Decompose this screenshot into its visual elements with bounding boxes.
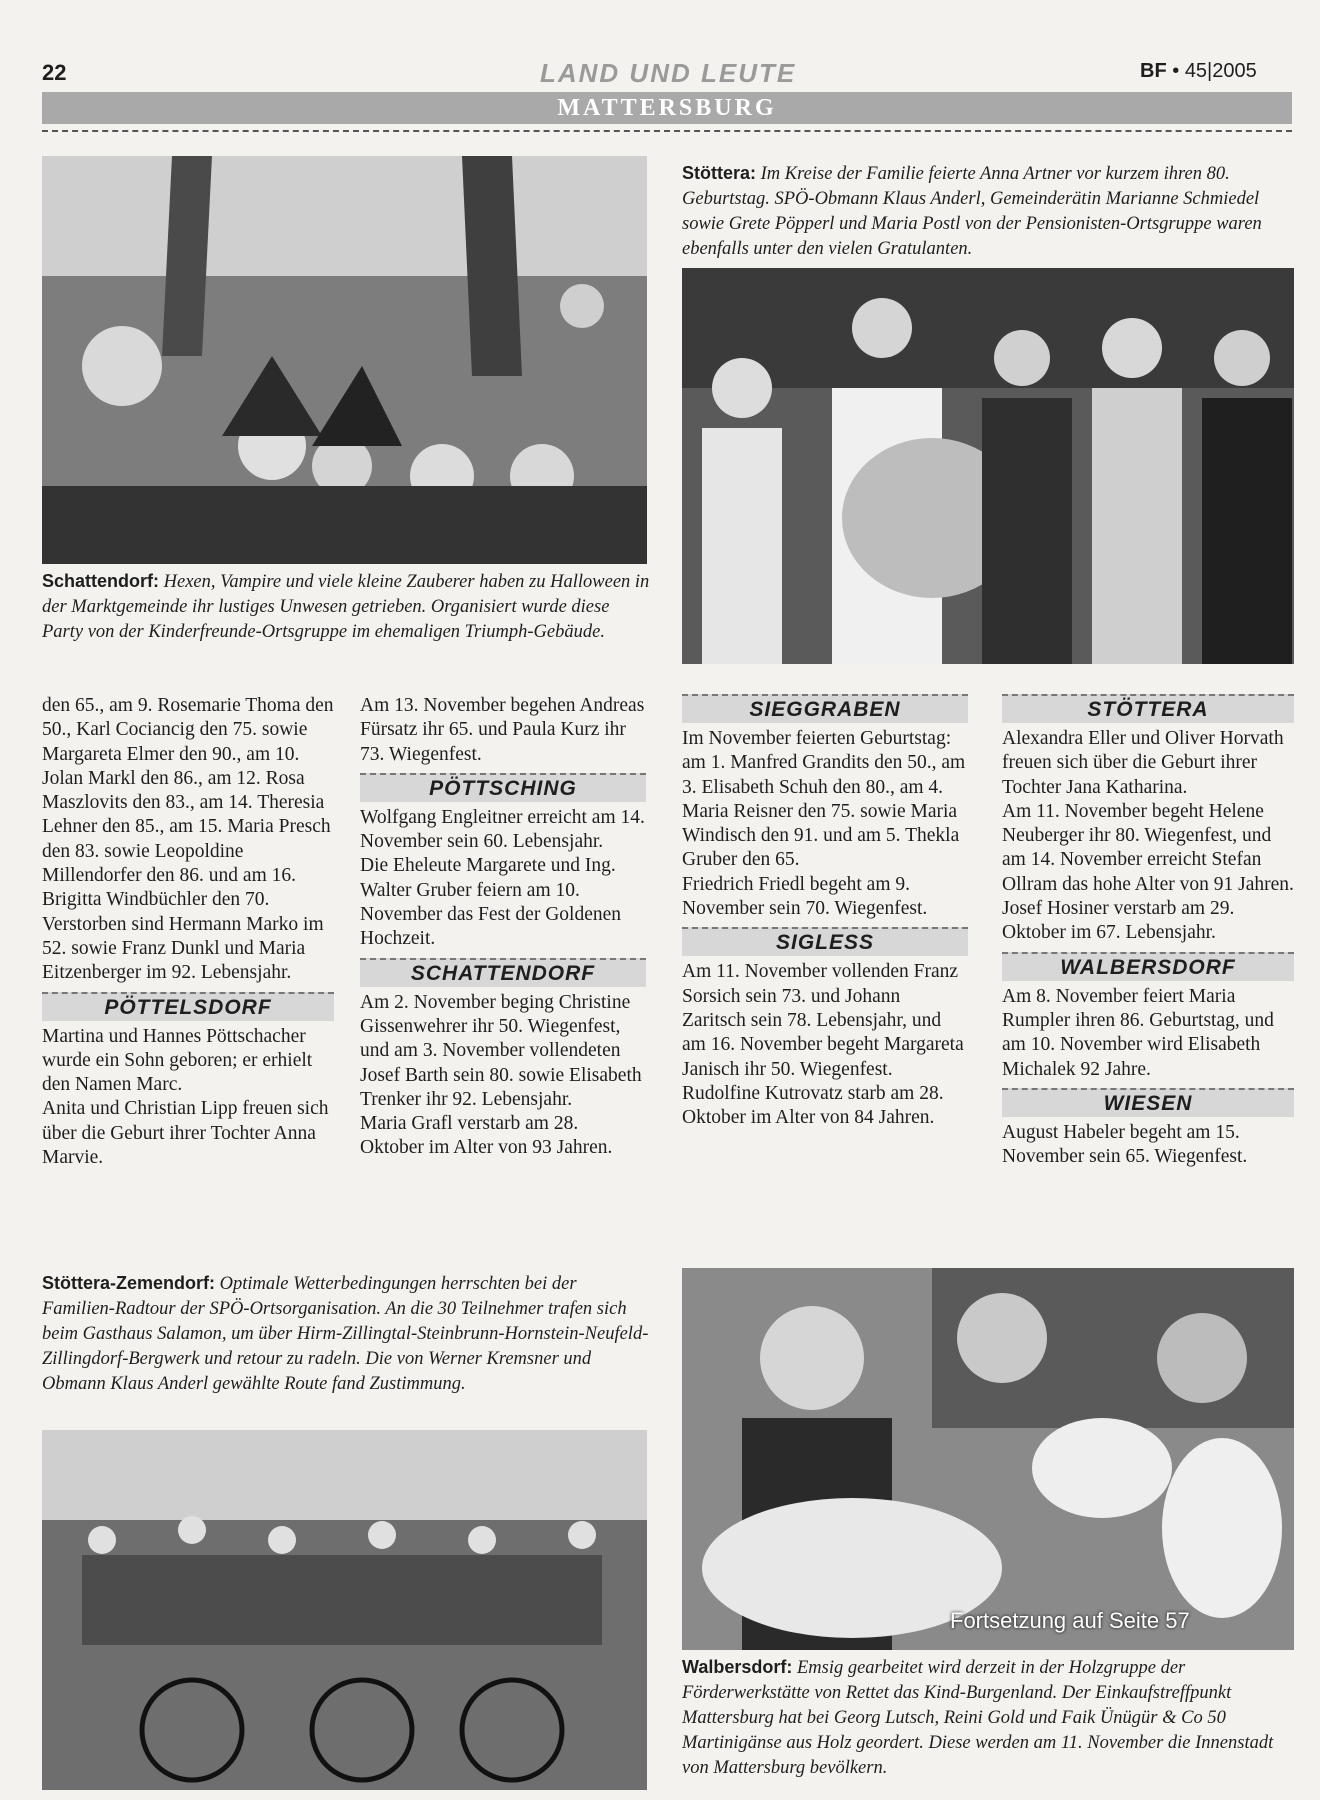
- brand-label: BF: [1140, 60, 1167, 82]
- col1-para-2: Verstorben sind Hermann Marko im 52. sowie Franz Dunkl und Maria Eitzenberger im 92. Lebensjahr.: [42, 913, 324, 984]
- radtour-image: [42, 1430, 647, 1790]
- caption-text: Hexen, Vampire und viele kleine Zauberer haben zu Halloween in der Marktgemeinde ihr lustiges Unwesen getrieben. Organisiert wurde diese Party von der Kinderfreunde-Ortsgruppe im ehemaligen Triumph-Gebäude.: [42, 572, 650, 642]
- header-divider: [42, 130, 1292, 132]
- halloween-caption: [42, 570, 650, 645]
- continuation-note: Fortsetzung auf Seite 57: [950, 1608, 1190, 1633]
- heading-walbersdorf: WALBERSDORF: [1002, 952, 1294, 981]
- birthday-caption: [682, 162, 1294, 262]
- column-1: [42, 694, 334, 1170]
- halloween-photo: [42, 156, 647, 564]
- column-2: [360, 694, 646, 1161]
- heading-sigless: SIGLESS: [682, 927, 968, 956]
- issue-info: [1140, 60, 1257, 83]
- col2-para-3: Die Eheleute Margarete und Ing. Walter Gruber feiern am 10. November das Fest der Goldenen Hochzeit.: [360, 855, 622, 950]
- col4-para-2: Am 11. November begeht Helene Neuberger ihr 80. Wiegenfest, und am 14. November erreicht Stefan Ollram das hohe Alter von 91 Jahren.: [1002, 800, 1294, 895]
- col4-para-5: August Habeler begeht am 15. November sein 65. Wiegenfest.: [1002, 1121, 1248, 1168]
- caption-text: Optimale Wetterbedingungen herrschten bei der Familien-Radtour der SPÖ-Ortsorganisation. An die 30 Teilnehmer trafen sich beim Gasthaus Salamon, um über Hirm-Zillingtal-Steinbrunn-Hornstein-Neufeld-Zillingdorf-Bergwerk und retour zu radeln. Die von Werner Kremsner und Obmann Klaus Anderl gewählte Route fand Zustimmung.: [42, 1274, 649, 1394]
- region-band: [42, 92, 1292, 124]
- caption-text: Emsig gearbeitet wird derzeit in der Holzgruppe der Förderwerkstätte von Rettet das Kind-Burgenland. Der Einkaufstreffpunkt Mattersburg hat bei Georg Lutsch, Reini Gold und Faik Ünügür & Co 50 Martinigänse aus Holz geordert. Diese werden am 11. November die Innenstadt von Mattersburg bevölkern.: [682, 1658, 1274, 1778]
- column-4: [1002, 694, 1294, 1169]
- radtour-caption: [42, 1272, 654, 1397]
- holzgruppe-photo: [682, 1268, 1294, 1650]
- holzgruppe-image: [682, 1268, 1294, 1650]
- col3-para-4: Rudolfine Kutrovatz starb am 28. Oktober im Alter von 84 Jahren.: [682, 1082, 944, 1129]
- holzgruppe-caption: [682, 1656, 1294, 1781]
- col1-para-3: Martina und Hannes Pöttschacher wurde ein Sohn geboren; er erhielt den Namen Marc.: [42, 1025, 313, 1096]
- caption-place: Walbersdorf:: [682, 1657, 793, 1677]
- heading-stoettera: STÖTTERA: [1002, 694, 1294, 723]
- col2-para-5: Maria Grafl verstarb am 28. Oktober im Alter von 93 Jahren.: [360, 1113, 613, 1159]
- col1-para-4: Anita und Christian Lipp freuen sich über die Geburt ihrer Tochter Anna Marvie.: [42, 1098, 329, 1169]
- heading-schattendorf: SCHATTENDORF: [360, 958, 646, 987]
- caption-text: Im Kreise der Familie feierte Anna Artner vor kurzem ihren 80. Geburtstag. SPÖ-Obmann Klaus Anderl, Gemeinderätin Marianne Schmiedel sowie Grete Pöpperl und Maria Postl von der Pensionisten-Ortsgruppe waren ebenfalls unter den vielen Gratulanten.: [682, 164, 1262, 259]
- col2-para-4: Am 2. November beging Christine Gissenwehrer ihr 50. Wiegenfest, und am 3. November vollendeten Josef Barth sein 80. sowie Elisabeth Trenker ihr 92. Lebensjahr.: [360, 991, 642, 1110]
- issue-number: 45|2005: [1184, 60, 1257, 82]
- caption-place: Stöttera-Zemendorf:: [42, 1273, 216, 1293]
- col2-para-2: Wolfgang Engleitner erreicht am 14. November sein 60. Lebensjahr.: [360, 806, 645, 853]
- caption-place: Stöttera:: [682, 163, 757, 183]
- heading-wiesen: WIESEN: [1002, 1088, 1294, 1117]
- birthday-image: [682, 268, 1294, 664]
- radtour-photo: [42, 1430, 647, 1790]
- col3-para-1: Im November feierten Geburtstag: am 1. Manfred Grandits den 50., am 3. Elisabeth Schuh den 80., am 4. Maria Reisner den 75. sowie Maria Windisch den 91. und am 5. Thekla Gruber den 65.: [682, 728, 966, 871]
- section-title: LAND UND LEUTE: [540, 58, 797, 88]
- col4-para-3: Josef Hosiner verstarb am 29. Oktober im 67. Lebensjahr.: [1002, 898, 1235, 944]
- col4-para-4: Am 8. November feiert Maria Rumpler ihren 86. Geburtstag, und am 10. November wird Elisabeth Michalek 92 Jahre.: [1002, 985, 1274, 1080]
- heading-sieggraben: SIEGGRABEN: [682, 694, 968, 723]
- heading-poettelsdorf: PÖTTELSDORF: [42, 992, 334, 1021]
- col2-para-1: Am 13. November begehen Andreas Fürsatz ihr 65. und Paula Kurz ihr 73. Wiegenfest.: [360, 695, 645, 765]
- page-number: 22: [42, 60, 67, 85]
- region-title: MATTERSBURG: [557, 95, 777, 121]
- col3-para-2: Friedrich Friedl begeht am 9. November sein 70. Wiegenfest.: [682, 873, 928, 920]
- col3-para-3: Am 11. November vollenden Franz Sorsich sein 73. und Johann Zaritsch sein 78. Lebensjahr, und am 16. November begeht Margareta Janisch ihr 50. Wiegenfest.: [682, 961, 964, 1080]
- heading-poettsching: PÖTTSCHING: [360, 773, 646, 802]
- halloween-image: [42, 156, 647, 564]
- bullet: •: [1172, 60, 1180, 82]
- col4-para-1: Alexandra Eller und Oliver Horvath freuen sich über die Geburt ihrer Tochter Jana Katharina.: [1002, 728, 1284, 798]
- column-3: [682, 694, 968, 1130]
- caption-place: Schattendorf:: [42, 571, 159, 591]
- col1-para-1: den 65., am 9. Rosemarie Thoma den 50., Karl Cociancig den 75. sowie Margareta Elmer den 90., am 10. Jolan Markl den 86., am 12. Rosa Maszlovits den 83., am 14. Theresia Lehner den 85., am 15. Maria Presch den 83. sowie Leopoldine Millendorfer den 86. und am 16. Brigitta Windbüchler den 70.: [42, 695, 334, 911]
- birthday-photo: [682, 268, 1294, 664]
